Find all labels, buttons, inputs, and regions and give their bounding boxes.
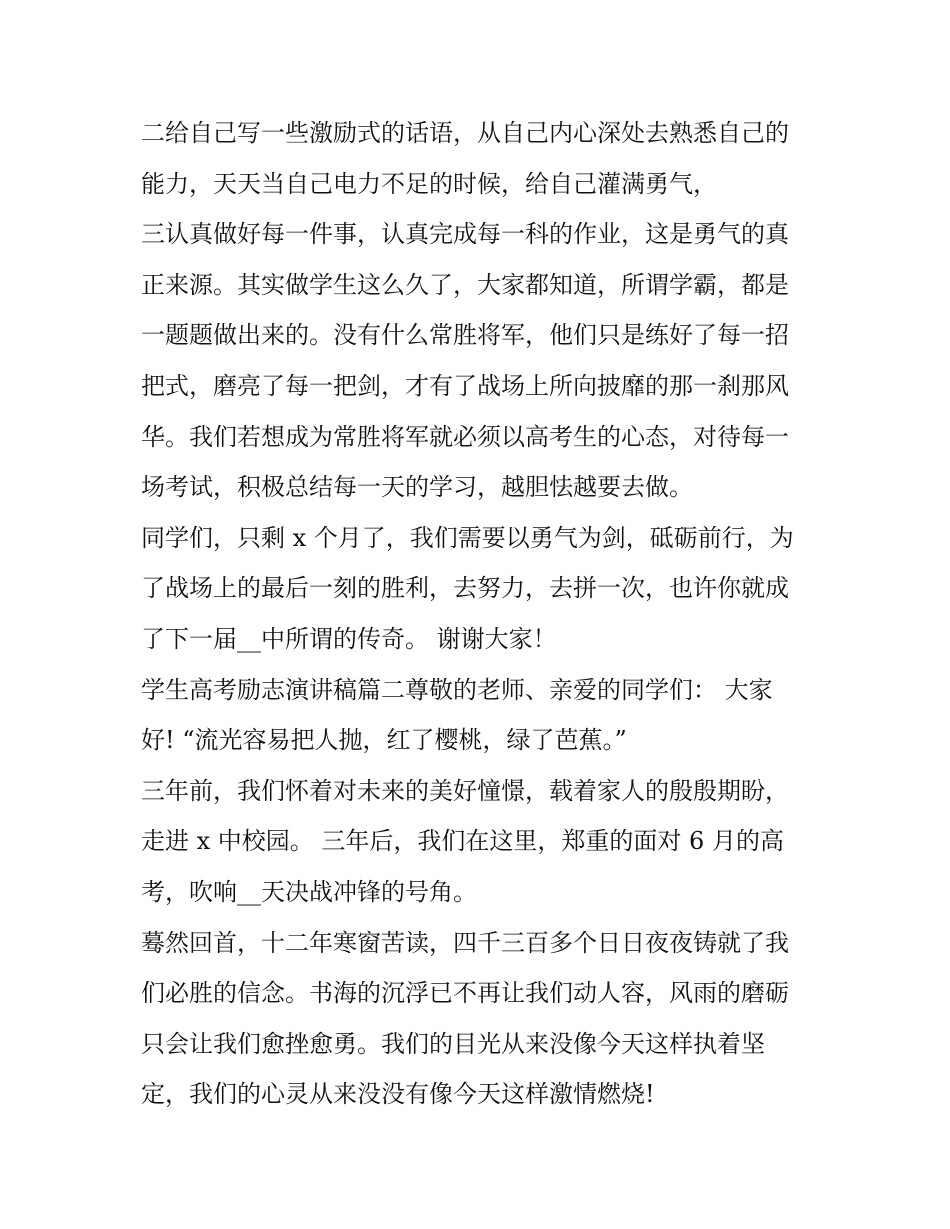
- text-line: 正来源。其实做学生这么久了，大家都知道，所谓学霸，都是: [141, 270, 789, 299]
- text-line: 定，我们的心灵从来没没有像今天这样激情燃烧!: [141, 1080, 655, 1109]
- text-line: 只会让我们愈挫愈勇。我们的目光从来没像今天这样执着坚: [141, 1029, 765, 1058]
- text-line: 了战场上的最后一刻的胜利，去努力，去拼一次，也许你就成: [141, 574, 789, 603]
- text-line: 三年前，我们怀着对未来的美好憧憬，载着家人的殷殷期盼，: [141, 776, 789, 805]
- text-line: 们必胜的信念。书海的沉浮已不再让我们动人容，风雨的磨砺: [141, 979, 789, 1008]
- text-line: 华。我们若想成为常胜将军就必须以高考生的心态，对待每一: [141, 422, 789, 451]
- text-line: 走进 x 中校园。 三年后，我们在这里，郑重的面对 6 月的高: [141, 827, 784, 856]
- text-line: 一题题做出来的。没有什么常胜将军，他们只是练好了每一招: [141, 321, 789, 350]
- text-line: 好! “流光容易把人抛，红了樱桃，绿了芭蕉。”: [141, 726, 627, 755]
- text-line: 蓦然回首，十二年寒窗苦读，四千三百多个日日夜夜铸就了我: [141, 928, 789, 957]
- text-line: 同学们，只剩 x 个月了，我们需要以勇气为剑，砥砺前行，为: [141, 523, 794, 552]
- text-line: 场考试，积极总结每一天的学习，越胆怯越要去做。: [141, 473, 693, 502]
- text-line: 学生高考励志演讲稿篇二尊敬的老师、亲爱的同学们： 大家: [141, 675, 773, 704]
- text-line: 了下一届__中所谓的传奇。 谢谢大家！: [141, 624, 557, 653]
- text-line: 把式，磨亮了每一把剑，才有了战场上所向披靡的那一刹那风: [141, 371, 789, 400]
- text-line: 能力，天天当自己电力不足的时候，给自己灌满勇气，: [141, 169, 717, 198]
- text-line: 三认真做好每一件事，认真完成每一科的作业，这是勇气的真: [141, 220, 789, 249]
- text-line: 二给自己写一些激励式的话语，从自己内心深处去熟悉自己的: [141, 119, 789, 147]
- document-body: [141, 108, 821, 1120]
- text-line: 考，吹响__天决战冲锋的号角。: [141, 877, 477, 906]
